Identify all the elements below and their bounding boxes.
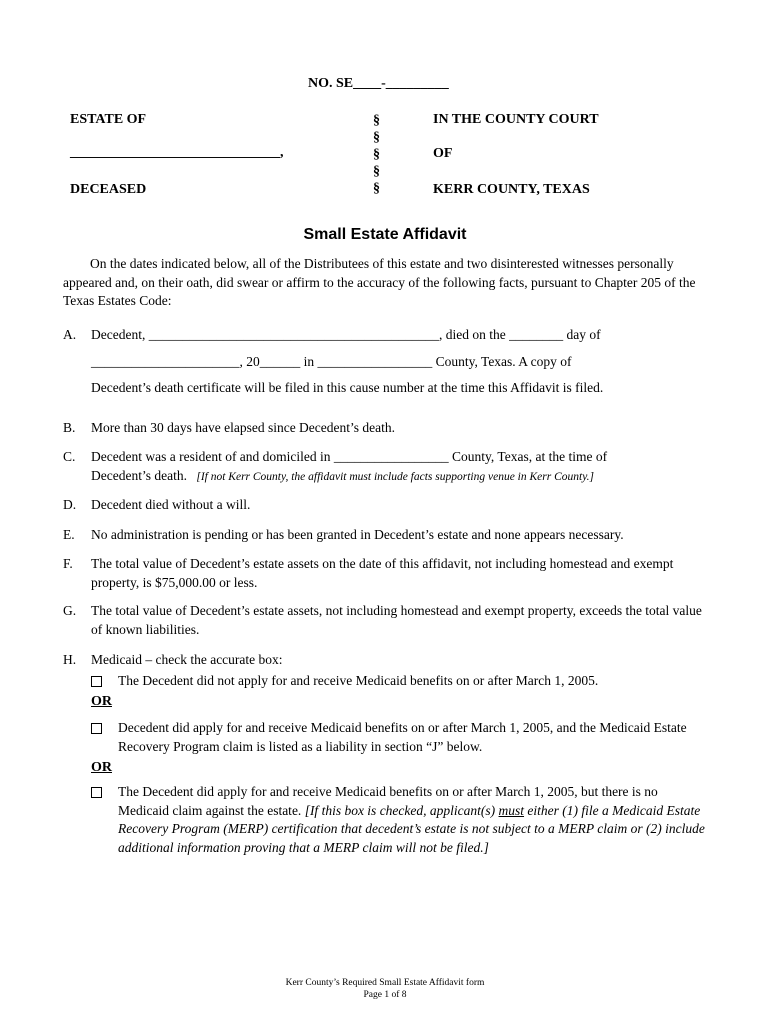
estate-of-label: ESTATE OF	[70, 112, 147, 127]
section-mark: §	[373, 181, 380, 196]
item-a	[63, 326, 723, 406]
footer-form-name: Kerr County’s Required Small Estate Affidavit form	[285, 978, 485, 988]
item-a-line1: Decedent, ___________________________________________, died on the ________ day of	[91, 327, 601, 342]
court-county: KERR COUNTY, TEXAS	[433, 182, 590, 197]
option-3-checkbox[interactable]	[91, 787, 102, 798]
deceased-label: DECEASED	[70, 182, 147, 197]
item-f	[63, 555, 723, 595]
section-mark: §	[373, 164, 380, 179]
section-mark: §	[373, 113, 380, 128]
option-3-text	[118, 783, 708, 857]
item-h-text: Medicaid – check the accurate box:	[91, 652, 283, 667]
item-h	[63, 651, 723, 671]
option-3-must: must	[498, 802, 525, 818]
item-letter: H.	[63, 652, 77, 667]
option-2-checkbox[interactable]	[91, 723, 102, 734]
item-d-text: Decedent died without a will.	[91, 497, 251, 512]
item-g	[63, 602, 723, 642]
court-name: IN THE COUNTY COURT	[433, 112, 599, 127]
option-3-plain: The Decedent did apply for and receive Medicaid benefits on or after March 1, 2005, but there is no Medicaid claim against the estate.	[118, 784, 658, 818]
section-mark: §	[373, 130, 380, 145]
item-letter: G.	[63, 603, 77, 618]
item-letter: F.	[63, 556, 73, 571]
or-separator: OR	[91, 694, 112, 709]
item-a-line3: Decedent’s death certificate will be filed in this cause number at the time this Affidavit is filed.	[91, 380, 604, 395]
item-letter: D.	[63, 497, 77, 512]
option-2-text: Decedent did apply for and receive Medicaid benefits on or after March 1, 2005, and the Medicaid Estate Recovery Program claim is listed as a liability in section “J” below.	[118, 720, 687, 754]
medicaid-option-1	[91, 672, 711, 692]
item-c-line2: Decedent’s death.	[91, 467, 187, 483]
item-c	[63, 448, 723, 488]
medicaid-option-2	[91, 719, 711, 759]
option-3-instruction-b: either (1) file a Medicaid Estate Recovery Program (MERP) certification that decedent’s estate is not subject to a MERP claim or (2) include additional information proving that a MERP claim will not be filed.]	[118, 802, 705, 855]
item-b	[63, 419, 723, 439]
item-g-text: The total value of Decedent’s estate assets, not including homestead and exempt property, exceeds the total value of known liabilities.	[91, 603, 702, 637]
option-1-checkbox[interactable]	[91, 676, 102, 687]
item-letter: B.	[63, 420, 76, 435]
or-separator: OR	[91, 760, 112, 775]
option-1-text: The Decedent did not apply for and receive Medicaid benefits on or after March 1, 2005.	[118, 673, 599, 688]
item-letter: A.	[63, 327, 77, 342]
item-letter: C.	[63, 449, 76, 464]
item-a-line2: ______________________, 20______ in _________________ County, Texas. A copy of	[91, 353, 572, 369]
section-mark: §	[373, 147, 380, 162]
case-number: NO. SE____-_________	[308, 76, 449, 91]
medicaid-option-3	[91, 783, 711, 878]
intro-paragraph: On the dates indicated below, all of the Distributees of this estate and two disinterested witnesses personally appeared and, on their oath, did swear or affirm to the accuracy of the following facts, pursuant to Chapter 205 of the Texas Estates Code:	[63, 256, 696, 308]
item-d	[63, 496, 723, 516]
item-f-text: The total value of Decedent’s estate assets on the date of this affidavit, not including homestead and exempt property, is $75,000.00 or less.	[91, 556, 674, 590]
court-of: OF	[433, 146, 453, 161]
item-b-text: More than 30 days have elapsed since Decedent’s death.	[91, 420, 396, 435]
decedent-name-blank: ______________________________,	[70, 145, 284, 160]
venue-note: [If not Kerr County, the affidavit must include facts supporting venue in Kerr County.]	[196, 470, 595, 483]
item-letter: E.	[63, 527, 75, 542]
item-e	[63, 526, 723, 546]
item-c-line1: Decedent was a resident of and domiciled in _________________ County, Texas, at the time of	[91, 449, 608, 464]
document-title: Small Estate Affidavit	[303, 226, 467, 243]
item-e-text: No administration is pending or has been granted in Decedent’s estate and none appears necessary.	[91, 527, 624, 542]
option-3-instruction-a: [If this box is checked, applicant(s)	[304, 802, 496, 818]
footer-page-number: Page 1 of 8	[363, 990, 407, 1000]
